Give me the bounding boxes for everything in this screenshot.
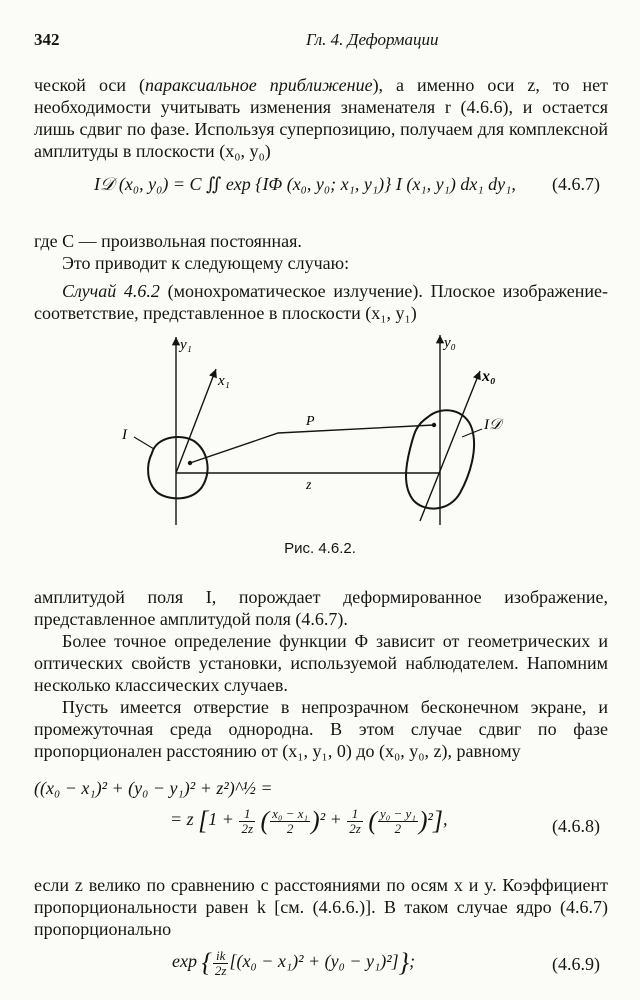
frac-num: x₀ − x₁ — [272, 805, 309, 821]
equation-4-6-8-line1: ((x₀ − x₁)² + (y₀ − y₁)² + z²)^½ = — [34, 778, 273, 798]
point-source — [188, 461, 192, 465]
axis-x1 — [176, 369, 216, 473]
label-y0: y₀ — [444, 335, 456, 351]
equation-4-6-7 — [94, 174, 516, 195]
text-run: Более точное определение функции Φ зависит от геометрических и оптических свойств установки, используемой наблюдателем. Напомним несколько классических случаев. — [34, 631, 608, 695]
paragraph-aperture — [34, 696, 608, 762]
label-x0: x₀ — [482, 368, 496, 385]
equation-number: (4.6.8) — [552, 816, 600, 836]
point-image — [432, 423, 436, 427]
leader-I — [134, 437, 154, 449]
label-z: z — [306, 478, 312, 493]
fraction-one-over-2z — [347, 807, 363, 836]
paragraph-z-large — [34, 874, 608, 940]
paren-close: ) — [311, 806, 320, 835]
paragraph-constant — [34, 230, 608, 252]
frac-den: 2 — [394, 820, 402, 836]
frac-num: 1 — [239, 807, 255, 822]
eq-body: [(x₀ − x₁)² + (y₀ − y₁)²] — [229, 951, 399, 972]
label-ID: I𝒟 — [484, 417, 501, 433]
text-run: Пусть имеется отверстие в непрозрачном бесконечном экране, и промежуточная среда однородна. В этом случае сдвиг по фазе пропорционален расстоянию от (x₁, y₁, 0) до (x₀, y₀, z), равному — [34, 697, 608, 761]
page-number: 342 — [34, 30, 60, 49]
brace-open: { — [201, 948, 212, 977]
eq-exp: exp — [172, 951, 197, 972]
eq-lhs: = z — [170, 809, 194, 830]
label-P: P — [306, 414, 315, 429]
frac-num: 1 — [347, 807, 363, 822]
equation-4-6-8-line2: = z [1 + $\frac{1}{2z}$ ( $\frac{\text{x₀ − x₁}}{2}$ )² + $\frac{1}{2z}$ ( $\frac{\text{y₀ − y₁}}{2}$ )²], — [170, 805, 448, 836]
fraction-y — [378, 807, 418, 836]
fraction-ik-over-2z — [213, 949, 229, 978]
bracket-open: [ — [198, 806, 209, 835]
frac-den: 2 — [286, 820, 294, 836]
case-label: Случай 4.6.2 — [62, 281, 160, 301]
equation-number: (4.6.9) — [552, 954, 600, 974]
paren-close: ) — [418, 806, 428, 835]
figure-4-6-2 — [110, 325, 530, 535]
ray-path — [190, 425, 434, 463]
frac-den: 2z — [241, 820, 253, 836]
term-paraxial: параксиальное приближение — [145, 75, 373, 95]
label-y1: y₁ — [180, 337, 192, 353]
figure-caption: Рис. 4.6.2. — [284, 540, 356, 557]
label-x1: x₁ — [218, 373, 230, 389]
equation-4-6-9 — [172, 948, 415, 978]
frac-num: ik — [213, 949, 229, 964]
equation-number: (4.6.7) — [552, 174, 600, 194]
paren-open: ( — [260, 806, 270, 835]
frac-num: y₀ − y₁ — [379, 805, 416, 821]
text-run: ческой оси ( — [34, 75, 146, 95]
paragraph-case — [34, 280, 608, 324]
axis-x0 — [420, 371, 480, 521]
equation-body: I𝒟 (x₀, y₀) = C ∬ exp {IΦ (x₀, y₀; x₁, y₁)} I (x₁, y₁) dx₁ dy₁, — [94, 174, 516, 194]
brace-close: } — [398, 948, 410, 977]
text-run: Это приводит к следующему случаю: — [62, 253, 350, 273]
fraction-x — [270, 807, 310, 836]
text-run: ), а именно оси z, то нет необходимости учитывать изменения знаменателя r (4.6.6), и остается лишь сдвиг по фазе. Используя суперпозицию, получаем для комплексной амплитуды в плоскости (x₀, y₀) — [34, 75, 608, 161]
fraction-one-over-2z — [239, 807, 255, 836]
paragraph-leads-to — [34, 252, 608, 274]
text-run: если z велико по сравнению с расстояниями по осям x и y. Коэффициент пропорциональности равен k [см. (4.6.6.)]. В таком случае ядро (4.6.7) пропорционально — [34, 875, 608, 939]
text-run: амплитудой поля I, порождает деформированное изображение, представленное амплитудой поля (4.6.7). — [34, 587, 608, 629]
paren-open: ( — [368, 806, 377, 835]
bracket-close: ] — [432, 806, 444, 835]
paragraph-paraxial — [34, 74, 608, 162]
paragraph-amplitude — [34, 586, 608, 630]
eq-suffix: ; — [409, 951, 416, 972]
running-title: Гл. 4. Деформации — [306, 30, 439, 49]
frac-den: 2z — [214, 962, 227, 978]
frac-den: 2z — [349, 820, 361, 836]
text-run: (монохроматическое излучение). Плоское изображение-соответствие, представленное в плоскости (x₁, y₁) — [34, 281, 608, 323]
text-run: где C — произвольная постоянная. — [34, 231, 302, 251]
paragraph-phi — [34, 630, 608, 696]
label-I: I — [122, 427, 127, 443]
